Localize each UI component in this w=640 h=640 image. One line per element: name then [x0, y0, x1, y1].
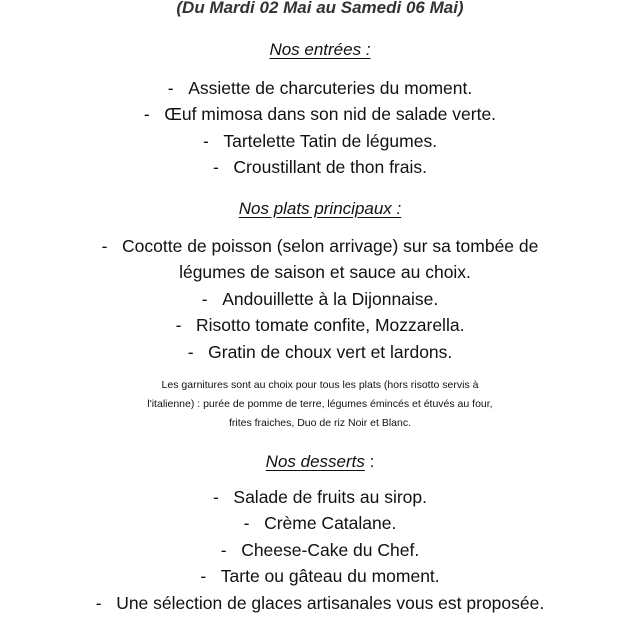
list-item: [0, 566, 640, 586]
section-title-plats: [0, 199, 640, 219]
list-item: [0, 540, 640, 560]
list-item: [0, 315, 640, 335]
list-item: [0, 593, 640, 613]
entree-item-text: Croustillant de thon frais.: [233, 157, 427, 177]
section-title-desserts-suffix: :: [364, 452, 375, 471]
plat-item-text: Andouillette à la Dijonnaise.: [222, 289, 439, 309]
list-marker: -: [101, 236, 108, 256]
list-marker: -: [200, 566, 207, 586]
garnitures-note-line: Les garnitures sont au choix pour tous les plats (hors risotto servis à: [161, 379, 479, 391]
list-item: [0, 513, 640, 533]
list-item: [0, 487, 640, 507]
list-item: [0, 78, 640, 98]
list-item: [0, 131, 640, 151]
dessert-item-text: Une sélection de glaces artisanales vous est proposée.: [116, 593, 545, 613]
list-marker: -: [212, 487, 219, 507]
list-marker: -: [95, 593, 102, 613]
list-item: [0, 157, 640, 177]
list-item: [0, 289, 640, 309]
dessert-item-text: Tarte ou gâteau du moment.: [220, 566, 440, 586]
list-item-continuation: [5, 262, 640, 282]
list-marker: -: [243, 513, 250, 533]
list-marker: -: [187, 342, 194, 362]
list-marker: -: [213, 157, 219, 177]
list-marker: -: [220, 540, 227, 560]
list-marker: -: [202, 131, 209, 151]
list-item: [0, 104, 640, 124]
list-item: [0, 342, 640, 362]
list-marker: -: [167, 78, 174, 98]
entree-item-text: Œuf mimosa dans son nid de salade verte.: [164, 104, 497, 124]
dessert-item-text: Salade de fruits au sirop.: [233, 487, 427, 507]
plat-item-text: Gratin de choux vert et lardons.: [208, 342, 453, 362]
list-item: [0, 236, 640, 256]
entree-item-text: Tartelette Tatin de légumes.: [223, 131, 438, 151]
section-title-entrees: [0, 40, 640, 60]
plat-item-text: Risotto tomate confite, Mozzarella.: [195, 315, 465, 335]
dessert-item-text: Cheese-Cake du Chef.: [241, 540, 420, 560]
entree-item-text: Assiette de charcuteries du moment.: [188, 78, 473, 98]
plat-item-text: légumes de saison et sauce au choix.: [179, 262, 471, 282]
section-title-plats-text: Nos plats principaux :: [238, 199, 402, 218]
list-marker: -: [143, 104, 150, 124]
menu-dates: (Du Mardi 02 Mai au Samedi 06 Mai): [176, 0, 464, 17]
list-marker: -: [175, 315, 182, 335]
garnitures-note-line: l'italienne) : purée de pomme de terre, légumes émincés et étuvés au four,: [147, 398, 493, 410]
garnitures-note-line: frites fraiches, Duo de riz Noir et Blanc.: [228, 417, 412, 429]
list-marker: -: [201, 289, 208, 309]
section-title-desserts: [0, 452, 640, 472]
section-title-entrees-text: Nos entrées :: [269, 40, 371, 59]
plat-item-text: Cocotte de poisson (selon arrivage) sur sa tombée de: [122, 236, 539, 256]
section-title-desserts-text: Nos desserts: [265, 452, 365, 471]
dessert-item-text: Crème Catalane.: [264, 513, 397, 533]
